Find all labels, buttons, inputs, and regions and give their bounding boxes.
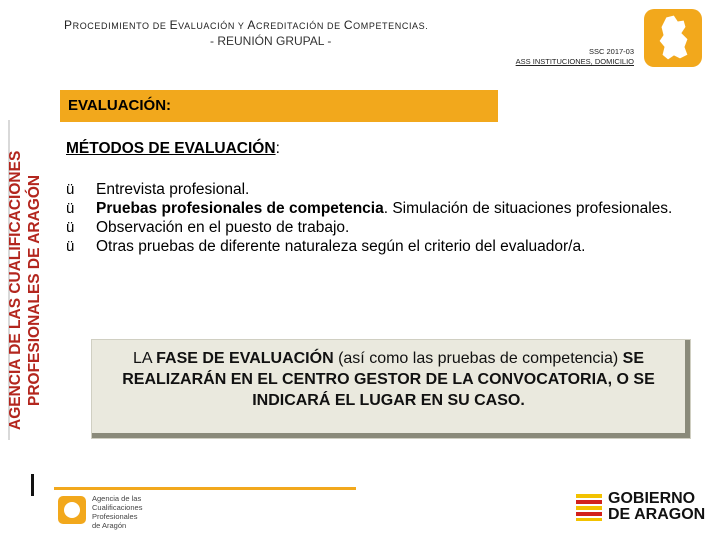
- aragon-flag-emblem-icon: [574, 492, 604, 522]
- check-icon: ü: [66, 219, 75, 236]
- methods-title: [66, 140, 280, 158]
- list-item: [66, 180, 690, 199]
- side-marker: [31, 474, 34, 496]
- code-line-1: SSC 2017-03: [588, 47, 634, 56]
- section-heading: EVALUACIÓN:: [68, 97, 172, 114]
- title-initial: C: [343, 18, 354, 32]
- section-heading-bar: [60, 90, 498, 122]
- document-code: [500, 47, 634, 67]
- document-subtitle: - REUNIÓN GRUPAL -: [210, 34, 332, 48]
- list-item-text: Observación en el puesto de trabajo.: [96, 219, 350, 236]
- government-line-1: GOBIERNO: [608, 490, 696, 507]
- notice-bold-text: SE REALIZARÁN EN EL CENTRO GESTOR DE LA CONVOCATORIA, O SE INDICARÁ EL LUGAR EN SU CASO.: [122, 350, 655, 409]
- footer-agency-name: [92, 494, 172, 530]
- title-initial: A: [247, 18, 257, 32]
- side-agency-title: AGENCIA DE LAS CUALIFICACIONES PROFESIONALES DE ARAGÓN: [7, 150, 43, 430]
- evaluation-notice-box: [92, 340, 690, 438]
- government-line-2: DE ARAGON: [608, 506, 706, 523]
- footer-agency-line: Cualificaciones: [92, 503, 143, 512]
- footer-divider: [54, 487, 356, 490]
- agency-logo-mark: [64, 502, 80, 518]
- list-item: [66, 218, 690, 237]
- methods-title-colon: :: [275, 140, 280, 157]
- methods-list: [66, 180, 690, 256]
- document-title: [64, 18, 428, 32]
- title-fragment: ROCEDIMIENTO DE: [72, 21, 170, 31]
- list-item: [66, 237, 690, 256]
- check-icon: ü: [66, 181, 75, 198]
- title-fragment: CREDITACIÓN DE: [256, 21, 344, 31]
- agency-logo-icon: [58, 496, 86, 524]
- title-fragment: VALUACIÓN Y: [178, 21, 248, 31]
- government-name: [608, 491, 705, 523]
- title-initial: P: [64, 18, 73, 32]
- methods-title-text: MÉTODOS DE EVALUACIÓN: [66, 140, 276, 157]
- check-icon: ü: [66, 200, 75, 217]
- footer-agency-line: Profesionales: [92, 512, 138, 521]
- check-icon: ü: [66, 238, 75, 255]
- notice-text: LA: [132, 350, 157, 367]
- notice-text: (así como las pruebas de competencia): [333, 350, 623, 367]
- notice-bold-text: FASE DE EVALUACIÓN: [156, 350, 334, 367]
- footer-agency-line: de Aragón: [92, 521, 127, 530]
- list-item-text: Entrevista profesional.: [96, 181, 250, 198]
- list-item: [66, 199, 690, 218]
- list-item-text: . Simulación de situaciones profesionales.: [383, 200, 673, 217]
- list-item-bold: Pruebas profesionales de competencia: [96, 200, 384, 217]
- list-item-text: Otras pruebas de diferente naturaleza según el criterio del evaluador/a.: [96, 238, 586, 255]
- title-fragment: OMPETENCIAS.: [353, 21, 429, 31]
- title-initial: E: [169, 18, 179, 32]
- code-line-2: ASS INSTITUCIONES, DOMICILIO: [515, 57, 634, 66]
- aragon-map-logo-icon: [644, 9, 702, 67]
- footer-agency-line: Agencia de las: [92, 494, 142, 503]
